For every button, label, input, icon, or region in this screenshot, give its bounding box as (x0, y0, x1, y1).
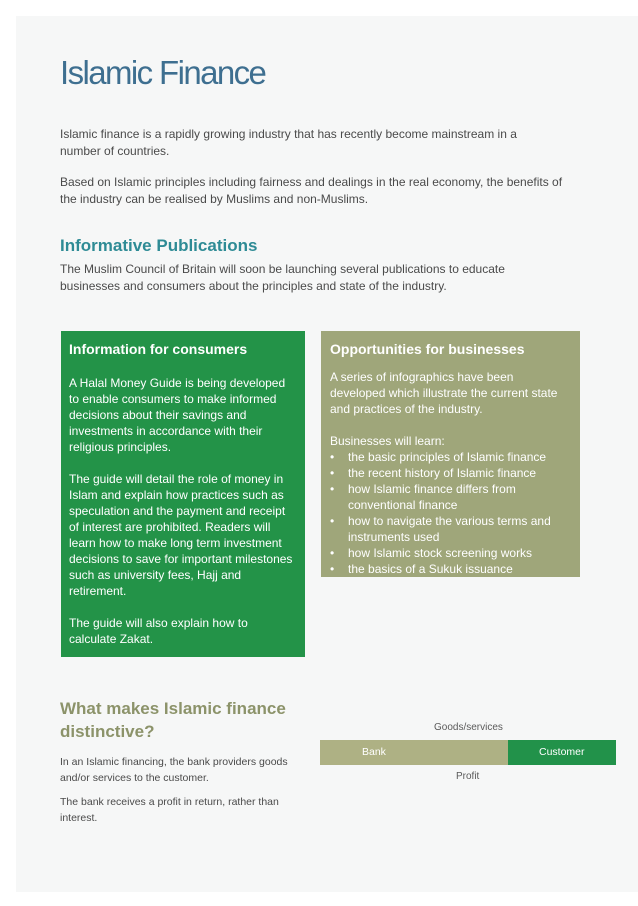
list-item: • the basics of a Sukuk issuance (330, 561, 572, 577)
list-item: • how Islamic stock screening works (330, 545, 572, 561)
page-title: Islamic Finance (60, 54, 266, 91)
consumers-paragraph-3: The guide will also explain how to calculate Zakat. (69, 616, 248, 646)
businesses-list-intro: Businesses will learn: (330, 434, 445, 448)
list-item: • the recent history of Islamic finance (330, 465, 572, 481)
list-item: • how Islamic finance differs from conventional finance (330, 481, 572, 513)
goods-services-label: Goods/services (434, 722, 503, 733)
businesses-paragraph-1: A series of infographics have been developed which illustrate the current state and practices of the industry. (330, 370, 558, 416)
publications-text: The Muslim Council of Britain will soon be launching several publications to educate businesses and consumers about the principles and state of the industry. (60, 262, 505, 293)
businesses-heading: Opportunities for businesses (330, 341, 525, 357)
consumers-paragraph-2: The guide will detail the role of money in Islam and explain how practices such as speculation and the payment and receipt of interest are prohibited. Readers will learn how to make long term investment decisions to save for important milestones such as university fees, Hajj and retirement. (69, 472, 293, 598)
customer-label: Customer (539, 746, 585, 758)
intro-paragraph-2: Based on Islamic principles including fairness and dealings in the real economy, the benefits of the industry can be realised by Muslims and non-Muslims. (60, 175, 563, 206)
businesses-panel (321, 331, 580, 577)
distinctive-paragraph-2: The bank receives a profit in return, rather than interest. (60, 796, 279, 824)
consumers-panel (61, 331, 305, 657)
bank-label: Bank (362, 746, 386, 758)
list-item: • the basic principles of Islamic finance (330, 449, 572, 465)
customer-bar (508, 740, 616, 765)
list-item: • how to navigate the various terms and instruments used (330, 513, 572, 545)
distinctive-heading: What makes Islamic finance distinctive? (60, 699, 286, 741)
publications-heading: Informative Publications (60, 236, 258, 255)
intro-paragraph-1: Islamic finance is a rapidly growing industry that has recently become mainstream in a number of countries. (60, 127, 517, 158)
consumers-paragraph-1: A Halal Money Guide is being developed to enable consumers to make informed decisions about their savings and investments in accordance with their religious principles. (69, 376, 286, 454)
businesses-list (330, 449, 572, 577)
profit-label: Profit (456, 771, 480, 782)
consumers-heading: Information for consumers (69, 341, 248, 357)
distinctive-paragraph-1: In an Islamic financing, the bank providers goods and/or services to the customer. (60, 756, 288, 784)
bank-bar (320, 740, 510, 765)
